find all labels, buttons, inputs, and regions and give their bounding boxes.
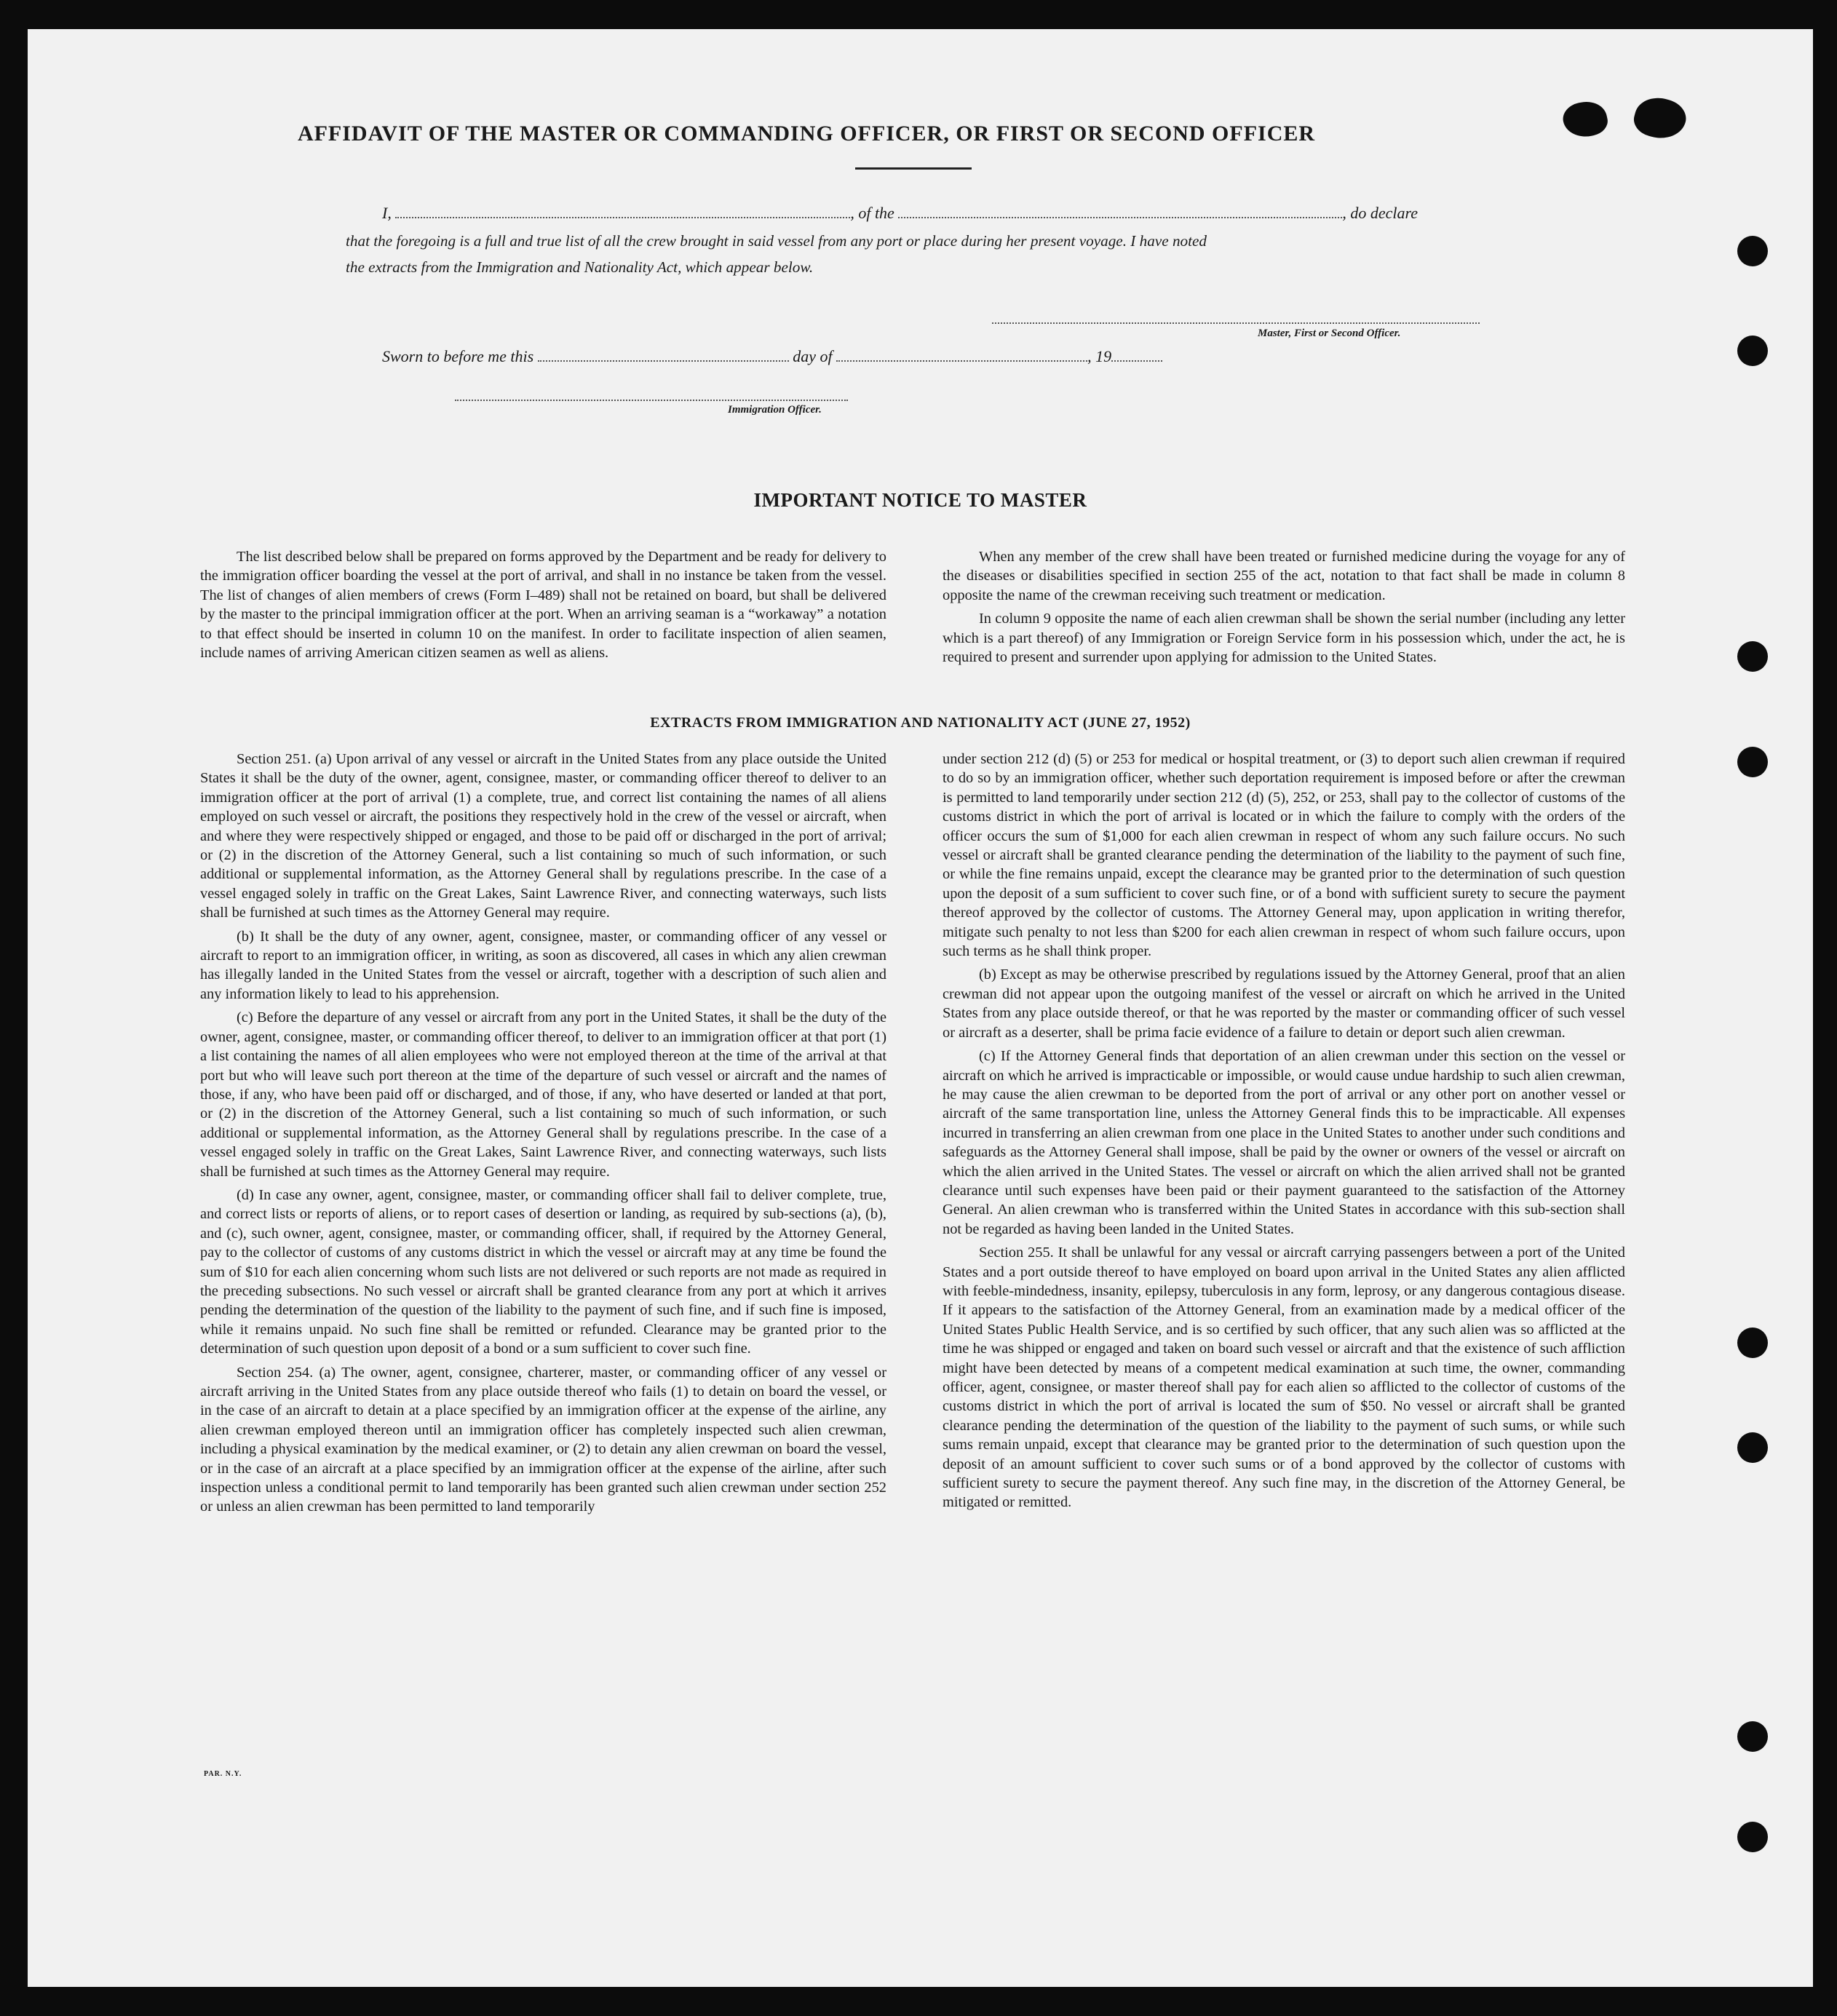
declaration-i: I,: [382, 204, 392, 222]
declaration-line: [382, 204, 1510, 223]
extracts-left-column: [200, 750, 886, 1521]
declaration-text-2: the extracts from the Immigration and Nationality Act, which appear below.: [346, 258, 814, 276]
notice-right-paragraph-2: In column 9 opposite the name of each alien crewman shall be shown the serial number (including any letter which is a part thereof) of any Immigration or Foreign Service form in his possession which, under the act, he is required to present and surrender upon applying for admission to the United States.: [943, 611, 1625, 666]
punch-hole-7: [1737, 1721, 1768, 1752]
declaration-do-declare: , do declare: [1342, 204, 1418, 222]
sworn-line: [382, 347, 1255, 366]
day-of-label: day of: [793, 347, 833, 365]
affidavit-title: AFFIDAVIT OF THE MASTER OR COMMANDING OFFICER, OR FIRST OR SECOND OFFICER: [297, 122, 1316, 146]
officer-signature-caption: Immigration Officer.: [728, 404, 822, 416]
section-254-a: Section 254. (a) The owner, agent, consignee, charterer, master, or commanding officer of any vessel or aircraft arriving in the United States from any place outside thereof who fails (1) to detain on board the vessel, or in the case of an aircraft to detain at a place specified by an immigration officer at the expense of the airline, any alien crewman employed thereon until an immigration officer has completely inspected such alien crewman, including a physical examination by the medical examiner, or (2) to detain any alien crewman on board the vessel, or in the case of an aircraft at a place specified by an immigration officer at the expense of the airline, after such inspection unless a conditional permit to land temporarily has been granted such alien crewman under section 252 or unless an alien crewman has been permitted to land temporarily: [200, 1364, 886, 1515]
section-254-b: (b) Except as may be otherwise prescribed by regulations issued by the Attorney General, proof that an alien crewman did not appear upon the outgoing manifest of the vessel or aircraft on which he arrived in the United States from any place outside thereof, or that he was reported by the master or commanding officer of such vessel or aircraft as a deserter, shall be prima facie evidence of a failure to detain or deport such alien crewman.: [943, 967, 1625, 1041]
printer-mark: PAR. N.Y.: [204, 1770, 242, 1778]
sworn-date-field[interactable]: [538, 349, 789, 362]
title-rule: [855, 167, 972, 170]
vessel-field[interactable]: [898, 205, 1342, 218]
declaration-text-1: that the foregoing is a full and true list of all the crew brought in said vessel from any port or place during her present voyage. I have noted: [346, 232, 1207, 250]
punch-hole-8: [1737, 1822, 1768, 1852]
extracts-right-column: [943, 750, 1625, 1517]
section-254-c: (c) If the Attorney General finds that deportation of an alien crewman under this section on the vessel or aircraft on which he arrived is impracticable or impossible, or would cause undue hardship to such alien crewman, he may cause the alien crewman to be deported from the port of arrival or any other port on another vessel or aircraft of the same transportation line, unless the Attorney General finds this to be impracticable. All expenses incurred in transferring an alien crewman from one place in the United States to another under such conditions and safeguards as the Attorney General shall impose, shall be paid by the owner or owners of the vessel or aircraft on which the alien arrived in the United States. The vessel or aircraft on which the alien arrived shall not be granted clearance until such expenses have been paid or their payment guaranteed to the satisfaction of the Attorney General. An alien crewman who is transferred within the United States in accordance with this sub-section shall not be regarded as having been landed in the United States.: [943, 1048, 1625, 1237]
notice-right-paragraph-1: When any member of the crew shall have been treated or furnished medicine during the voyage for any of the diseases or disabilities specified in section 255 of the act, notation to that fact shall be made in column 8 opposite the name of the crewman receiving such treatment or medication.: [943, 549, 1625, 603]
document-page: [28, 29, 1813, 1987]
notice-heading: IMPORTANT NOTICE TO MASTER: [753, 489, 1087, 511]
notice-left-column: [200, 547, 886, 667]
punch-hole-5: [1737, 1328, 1768, 1358]
punch-hole-4: [1737, 747, 1768, 777]
master-signature-line[interactable]: [992, 322, 1480, 324]
section-251-c: (c) Before the departure of any vessel or aircraft from any port in the United States, it shall be the duty of the owner, agent, consignee, master, or commanding officer thereof, to deliver to an immigration officer at that port (1) a list containing the names of all alien employees who were not employed thereon at the time of the arrival at that port but who will leave such port thereon at the time of the departure of such vessel or aircraft and the names of those, if any, who have been paid off or discharged, and of those, if any, who have deserted or landed at that port, or (2) in the discretion of the Attorney General, such a list containing so much of such information, or such additional or supplemental information, as the Attorney General shall by regulations prescribe. In the case of a vessel engaged solely in traffic on the Great Lakes, Saint Lawrence River, and connecting waterways, such lists shall be furnished at such times as the Attorney General may require.: [200, 1009, 886, 1180]
section-251-a: Section 251. (a) Upon arrival of any vessel or aircraft in the United States from any place outside the United States it shall be the duty of the owner, agent, consignee, master, or commanding officer thereof to deliver to an immigration officer at the port of arrival (1) a complete, true, and correct list containing the names of all aliens employed on such vessel or aircraft, the positions they respectively hold in the crew of the vessel or aircraft, when and where they were respectively shipped or engaged, and those to be paid off or discharged in the port of arrival; or (2) in the discretion of the Attorney General, such a list containing so much of such information, or such additional or supplemental information, as the Attorney General shall by regulations prescribe. In the case of a vessel engaged solely in traffic on the Great Lakes, Saint Lawrence River, and connecting waterways, such lists shall be furnished at such times as the Attorney General may require.: [200, 751, 886, 921]
extracts-heading: EXTRACTS FROM IMMIGRATION AND NATIONALITY ACT (JUNE 27, 1952): [650, 715, 1191, 731]
ink-blot-right: [1630, 92, 1690, 144]
punch-hole-1: [1737, 236, 1768, 266]
year-prefix: , 19: [1087, 347, 1112, 365]
master-signature-caption: Master, First or Second Officer.: [1258, 328, 1401, 339]
sworn-label: Sworn to before me this: [382, 347, 534, 365]
section-254-a-continued: under section 212 (d) (5) or 253 for medical or hospital treatment, or (3) to deport such alien crewman if required to do so by an immigration officer, whether such deportation requirement is imposed before or after the crewman is permitted to land temporarily under section 212 (d) (5), 252, or 253, shall pay to the collector of customs of the customs district in which the port of arrival is located or in which the failure to comply with the orders of the officer occurs the sum of $1,000 for each alien crewman in respect of whom any such failure occurs. No such vessel or aircraft shall be granted clearance pending the determination of the liability to the payment of such fine, or while the fine remains unpaid, except the clearance may be granted prior to the determination of such question upon the deposit of a sum sufficient to cover such fine, or of a bond with sufficient surety to secure the payment thereof approved by the collector of customs. The Attorney General may, upon application in writing therefor, mitigate such penalty to not less than $200 for each alien crewman in respect of whom such failure occurs, upon such terms as he shall think proper.: [943, 751, 1625, 960]
name-field[interactable]: [395, 205, 850, 218]
section-255: Section 255. It shall be unlawful for any vessal or aircraft carrying passengers between a port of the United States and a port outside thereof to have employed on board upon arrival in the United States any alien afflicted with feeble-mindedness, insanity, epilepsy, tuberculosis in any form, leprosy, or any dangerous contagious disease. If it appears to the satisfaction of the Attorney General, from an examination made by a medical officer of the United States Public Health Service, and is so certified by such officer, that any such alien was so afflicted at the time he was shipped or engaged and taken on board such vessel or aircraft and that the existence of such affliction might have been detected by means of a competent medical examination at such time, the owner, commanding officer, agent, consignee, or master thereof shall pay for each alien so afflicted to the collector of customs of the customs district in which the port of arrival is located the sum of $50. No vessel or aircraft shall be granted clearance pending the determination of the question of the liability to the payment of such sums, or while such sums remain unpaid, except that clearance may be granted prior to the determination of such question upon the deposit of an amount sufficient to cover such sums or of a bond approved by the collector of customs with sufficient surety to secure the payment thereof. Any such fine may, in the discretion of the Attorney General, be mitigated or remitted.: [943, 1245, 1625, 1511]
section-251-b: (b) It shall be the duty of any owner, agent, consignee, master, or commanding officer of any vessel or aircraft to report to an immigration officer, in writing, as soon as discovered, all cases in which any alien crewman has illegally landed in the United States from the vessel or aircraft, together with a description of such alien and any information likely to lead to his apprehension.: [200, 928, 886, 1002]
sworn-month-field[interactable]: [836, 349, 1087, 362]
officer-signature-line[interactable]: [455, 400, 848, 401]
declaration-of-the: , of the: [850, 204, 894, 222]
sworn-year-field[interactable]: [1111, 349, 1162, 362]
section-251-d: (d) In case any owner, agent, consignee, master, or commanding officer shall fail to deliver complete, true, and correct lists or reports of aliens, or to report cases of desertion or landing, as required by sub-sections (a), (b), and (c), such owner, agent, consignee, master, or commanding officer, shall, if required by the Attorney General, pay to the collector of customs of any customs district in which the vessel or aircraft may at any time be found the sum of $10 for each alien concerning whom such lists are not delivered or such reports are not made as required in the preceding subsections. No such vessel or aircraft shall be granted clearance from any port at which it arrives pending the determination of the question of the liability to the payment of such fine, and if such fine is imposed, while it remains unpaid. No such fine shall be remitted or refunded. Clearance may be granted prior to the determination of such question upon deposit of a bond or a sum sufficient to cover such fine.: [200, 1186, 886, 1357]
punch-hole-3: [1737, 641, 1768, 672]
notice-left-paragraph: The list described below shall be prepared on forms approved by the Department and be ready for delivery to the immigration officer boarding the vessel at the port of arrival, and shall in no instance be taken from the vessel. The list of changes of alien members of crews (Form I–489) shall not be retained on board, but shall be delivered by the master to the principal immigration officer at the port. When an arriving seaman is a “workaway” a notation to that effect should be inserted in column 10 on the manifest. In order to facilitate inspection of alien seamen, include names of arriving American citizen seamen as well as aliens.: [200, 549, 886, 662]
punch-hole-2: [1737, 336, 1768, 366]
punch-hole-6: [1737, 1432, 1768, 1463]
notice-right-column: [943, 547, 1625, 671]
